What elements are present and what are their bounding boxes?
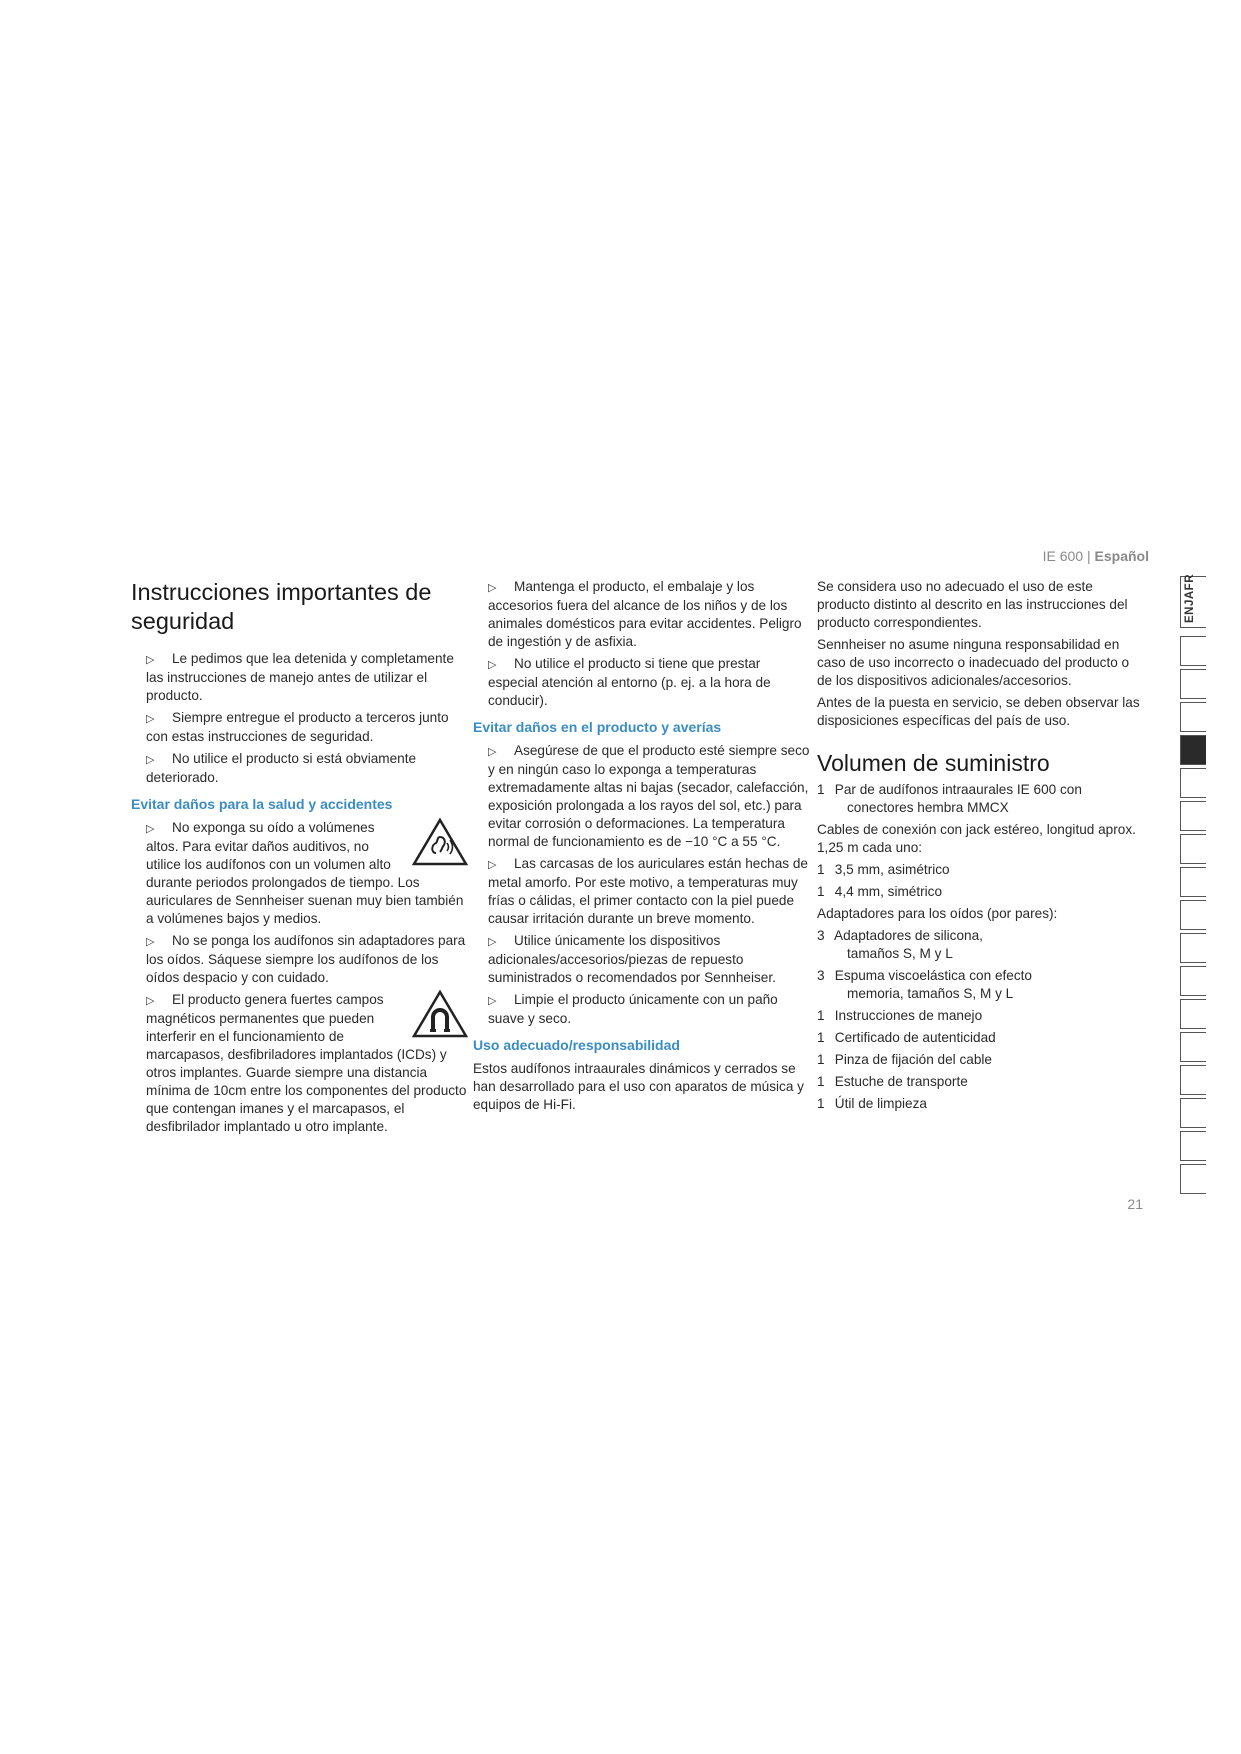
tab[interactable] [1180, 702, 1206, 732]
supply-item: 1 3,5 mm, asimétrico [817, 862, 950, 877]
supply-item: 1 Pinza de fijación del cable [817, 1052, 992, 1067]
safety-title: Instrucciones importantes de seguridad [131, 579, 432, 634]
list-item: ▷ No exponga su oído a volúmenes altos. Para evitar daños auditivos, no utilice los audífonos con un volumen alto durante periodos prolongados de tiempo. Los auriculares de Sennheiser suenan muy bien también a volúmenes bajos y medios. [146, 819, 469, 928]
supply-item: 1 Estuche de transporte [817, 1074, 968, 1089]
supply-item: 1 Par de audífonos intraaurales IE 600 con conectores hembra MMCX [817, 782, 1082, 815]
hearing-warning-icon [411, 817, 469, 867]
supply-item: 1 Certificado de autenticidad [817, 1030, 996, 1045]
paragraph: Se considera uso no adecuado el uso de este producto distinto al descrito en las instrucciones del producto correspondientes. [817, 579, 1128, 630]
list-item: ▷ Utilice únicamente los dispositivos adicionales/accesorios/piezas de repuesto suministrados o recomendados por Sennheiser. [488, 933, 776, 985]
tab[interactable] [1180, 1032, 1206, 1062]
column-1 [131, 578, 469, 1140]
list-item: ▷ Asegúrese de que el producto esté siempre seco y en ningún caso lo exponga a temperaturas extremadamente altas ni bajas (secador, calefacción, exposición prolongada a los rayos del sol, etc.) para evitar corrosión o deformaciones. La temperatura normal de funcionamiento es de −10 °C a 55 °C. [488, 743, 810, 849]
paragraph: Antes de la puesta en servicio, se deben observar las disposiciones específicas del país de uso. [817, 695, 1140, 728]
triangle-bullet-icon: ▷ [146, 823, 155, 835]
triangle-bullet-icon: ▷ [146, 936, 155, 948]
triangle-bullet-icon: ▷ [146, 995, 155, 1007]
page-header [1043, 548, 1149, 564]
section-heading-damage: Evitar daños en el producto y averías [473, 719, 722, 735]
triangle-bullet-icon: ▷ [488, 746, 497, 758]
triangle-bullet-icon: ▷ [488, 859, 497, 871]
supply-item: 1 Instrucciones de manejo [817, 1008, 983, 1023]
tab[interactable] [1180, 867, 1206, 897]
tab[interactable] [1180, 1131, 1206, 1161]
tab[interactable] [1180, 669, 1206, 699]
tab[interactable] [1180, 900, 1206, 930]
column-3 [817, 578, 1147, 1117]
triangle-bullet-icon: ▷ [146, 713, 155, 725]
cables-label: Cables de conexión con jack estéreo, longitud aprox. 1,25 m cada uno: [817, 822, 1136, 855]
triangle-bullet-icon: ▷ [146, 654, 155, 666]
column-2 [473, 578, 813, 1118]
tab[interactable] [1180, 1098, 1206, 1128]
adapters-label: Adaptadores para los oídos (por pares): [817, 906, 1058, 921]
tab[interactable] [1180, 966, 1206, 996]
triangle-bullet-icon: ▷ [488, 936, 497, 948]
tab[interactable] [1180, 999, 1206, 1029]
section-heading-health: Evitar daños para la salud y accidentes [131, 796, 393, 812]
supply-item: 3 Adaptadores de silicona, tamaños S, M y L [817, 928, 983, 961]
list-item: ▷ Mantenga el producto, el embalaje y los accesorios fuera del alcance de los niños y de los animales domésticos para evitar accidentes. Peligro de ingestión y de asfixia. [488, 579, 802, 649]
triangle-bullet-icon: ▷ [488, 582, 497, 594]
section-heading-use: Uso adecuado/responsabilidad [473, 1037, 680, 1053]
triangle-bullet-icon: ▷ [488, 995, 497, 1007]
magnetic-field-warning-icon [411, 989, 469, 1039]
use-paragraph: Estos audífonos intraaurales dinámicos y cerrados se han desarrollado para el uso con aparatos de música y equipos de Hi-Fi. [473, 1061, 804, 1112]
list-item: ▷ Las carcasas de los auriculares están hechas de metal amorfo. Por este motivo, a temperaturas muy frías o cálidas, el primer contacto con la piel puede causar irritación durante un breve momento. [488, 856, 808, 926]
supply-title: Volumen de suministro [817, 750, 1050, 776]
list-item: ▷ Limpie el producto únicamente con un paño suave y seco. [488, 992, 778, 1026]
product-name: IE 600 [1042, 548, 1084, 564]
triangle-bullet-icon: ▷ [488, 659, 497, 671]
triangle-bullet-icon: ▷ [146, 754, 155, 766]
language-label: Español [1094, 548, 1149, 564]
tab[interactable] [1180, 768, 1206, 798]
page-number: 21 [1127, 1196, 1143, 1212]
tab[interactable] [1180, 801, 1206, 831]
tab-language[interactable]: ENJAFR [1180, 576, 1206, 628]
tab[interactable] [1180, 1164, 1206, 1194]
supply-item: 1 4,4 mm, simétrico [817, 884, 943, 899]
list-item: ▷ No se ponga los audífonos sin adaptadores para los oídos. Sáquese siempre los audífonos de los oídos despacio y con cuidado. [146, 933, 466, 985]
tab[interactable] [1180, 834, 1206, 864]
supply-item: 3 Espuma viscoelástica con efecto memoria, tamaños S, M y L [817, 968, 1032, 1001]
tab[interactable] [1180, 933, 1206, 963]
list-item: ▷ Siempre entregue el producto a terceros junto con estas instrucciones de seguridad. [146, 710, 449, 744]
list-item: ▷ Le pedimos que lea detenida y completamente las instrucciones de manejo antes de utilizar el producto. [146, 651, 454, 703]
list-item: ▷ No utilice el producto si está obviamente deteriorado. [146, 751, 417, 785]
paragraph: Sennheiser no asume ninguna responsabilidad en caso de uso incorrecto o inadecuado del producto o de los dispositivos adicionales/accesorios. [817, 637, 1130, 688]
supply-item: 1 Útil de limpieza [817, 1096, 927, 1111]
list-item: ▷ El producto genera fuertes campos magnéticos permanentes que pueden interferir en el funcionamiento de marcapasos, desfibriladores implantados (ICDs) y otros implantes. Guarde siempre una distancia mínima de 10cm entre los componentes del producto que contengan imanes y el marcapasos, el desfibrilador implantado u otro implante. [146, 991, 469, 1136]
tab[interactable] [1180, 636, 1206, 666]
tab-active[interactable] [1180, 735, 1206, 765]
header-separator: | [1087, 548, 1091, 564]
tab[interactable] [1180, 1065, 1206, 1095]
list-item: ▷ No utilice el producto si tiene que prestar especial atención al entorno (p. ej. a la hora de conducir). [488, 656, 771, 708]
